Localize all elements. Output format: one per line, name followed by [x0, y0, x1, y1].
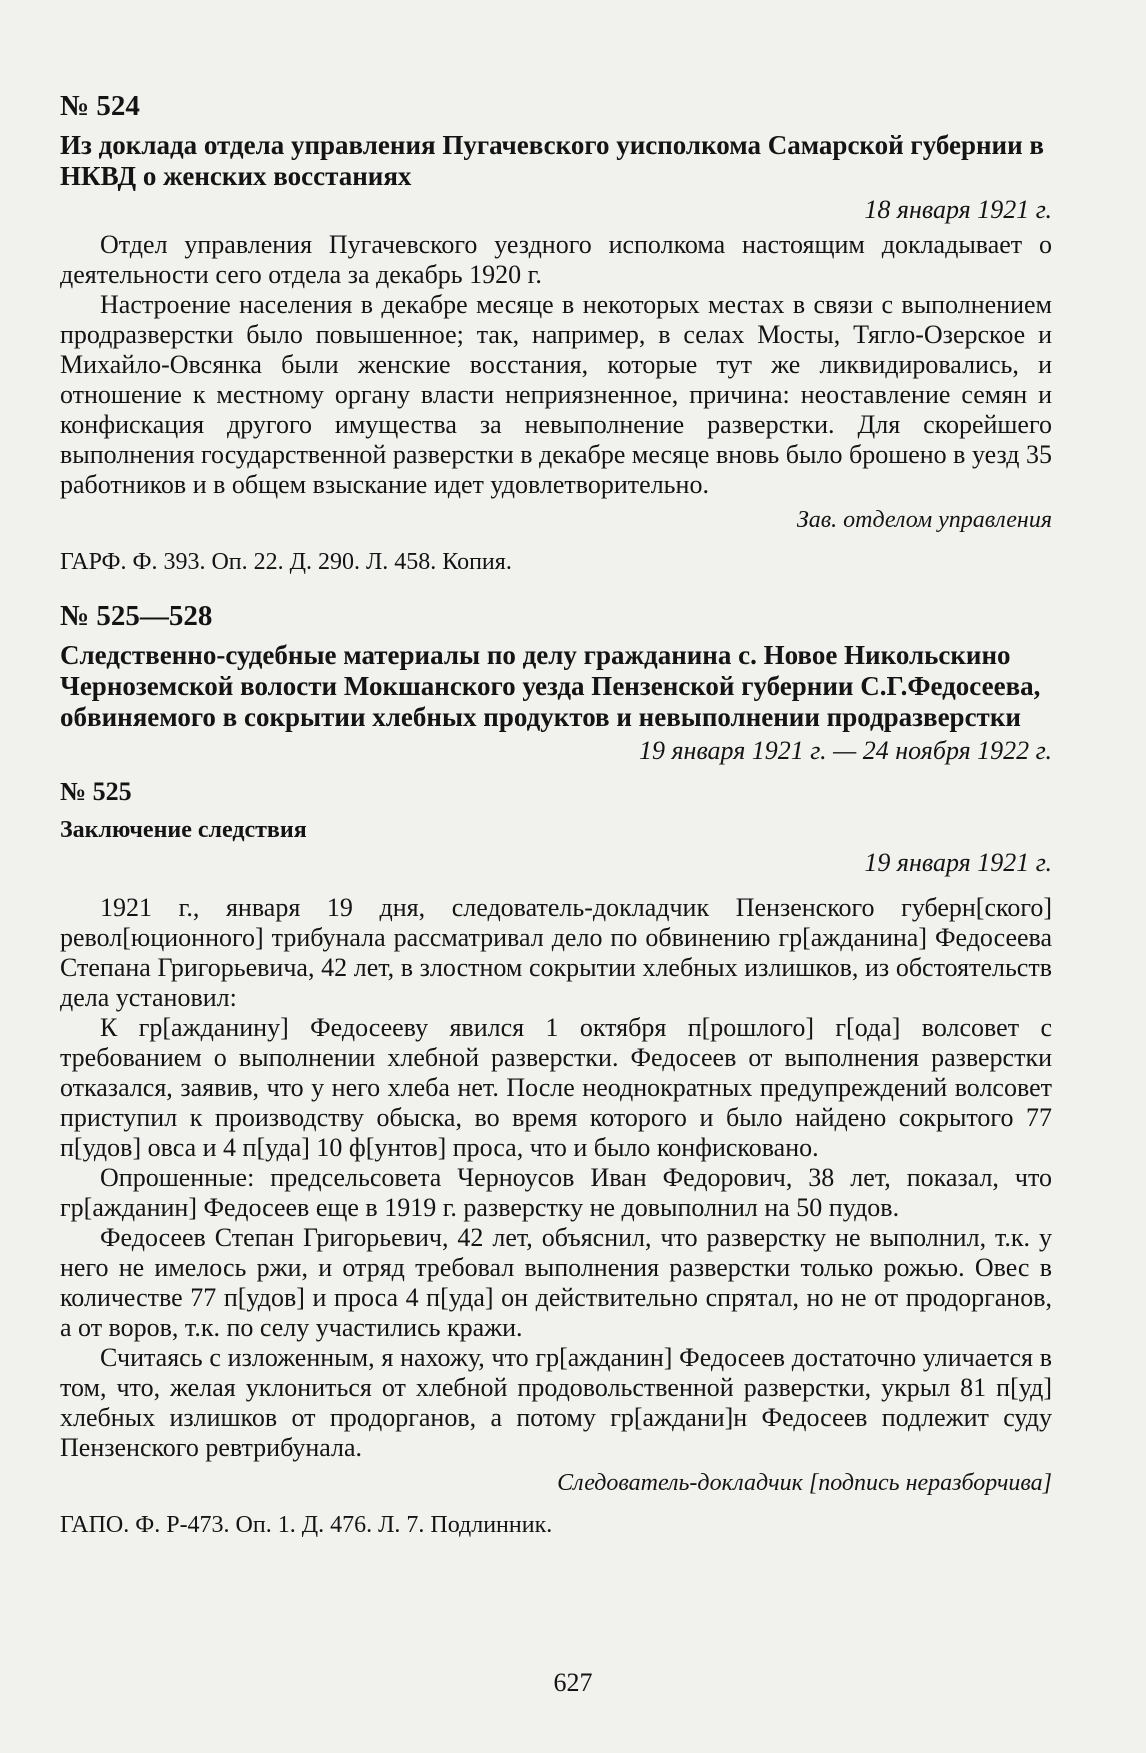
- signature-524: Зав. отделом управления: [796, 507, 1052, 533]
- paragraph: К гр[ажданину] Федосееву явился 1 октября п[рошлого] г[ода] волсовет с требованием о выполнении хлебной разверстки. Федосеев от выполнения разверстки отказался, заявив, что у него хлеба нет. После неоднократных предупреждений волсовет приступил к производству обыска, во время которого и было найдено сокрытого 77 п[удов] овса и 4 п[уда] 10 ф[унтов] проса, что и было конфисковано.: [60, 1013, 1052, 1162]
- document-title-525-528: Следственно-судебные материалы по делу гражданина с. Новое Никольскино Черноземской волости Мокшанского уезда Пензенской губернии С.Г.Федосеева, обвиняемого в сокрытии хлебных продуктов и невыполнении продразверстки: [60, 640, 1041, 732]
- signature-525: Следователь-докладчик [подпись неразборчива]: [557, 1470, 1052, 1496]
- paragraph: 1921 г., января 19 дня, следователь-докладчик Пензенского губерн[ского] револ[юционного] трибунала рассматривал дело по обвинению гр[ажданина] Федосеева Степана Григорьевича, 42 лет, в злостном сокрытии хлебных излишков, из обстоятельств дела установил:: [60, 893, 1052, 1012]
- document-525: [60, 775, 1052, 1541]
- document-date-525: 19 января 1921 г.: [864, 848, 1052, 877]
- document-title-525: Заключение следствия: [60, 817, 307, 843]
- archival-source-525: ГАПО. Ф. Р-473. Оп. 1. Д. 476. Л. 7. Подлинник.: [60, 1512, 553, 1538]
- paragraph: Федосеев Степан Григорьевич, 42 лет, объяснил, что разверстку не выполнил, т.к. у него не имелось ржи, и отряд требовал выполнения разверстки только рожью. Овес в количестве 77 п[удов] и проса 4 п[уда] он действительно спрятал, но не от продорганов, а от воров, т.к. по селу участились кражи.: [60, 1223, 1052, 1342]
- document-524: [60, 88, 1052, 578]
- document-date-525-528: 19 января 1921 г. — 24 ноября 1922 г.: [638, 736, 1052, 765]
- archival-source-524: ГАРФ. Ф. 393. Оп. 22. Д. 290. Л. 458. Копия.: [60, 549, 512, 575]
- paragraph: Отдел управления Пугачевского уездного исполкома настоящим докладывает о деятельности сего отдела за декабрь 1920 г.: [60, 230, 1052, 289]
- document-number-525-528: № 525—528: [60, 600, 213, 632]
- document-525-528: [60, 598, 1052, 767]
- paragraph: Настроение населения в декабре месяце в некоторых местах в связи с выполнением продразверстки было повышенное; так, например, в селах Мосты, Тягло-Озерское и Михайло-Овсянка были женские восстания, которые тут же ликвидировались, и отношение к местному органу власти неприязненное, причина: неоставление семян и конфискация другого имущества за невыполнение разверстки. Для скорейшего выполнения государственной разверстки в декабре месяце вновь было брошено в уезд 35 работников и в общем взыскание идет удовлетворительно.: [60, 290, 1052, 499]
- document-title-524: Из доклада отдела управления Пугачевского уисполкома Самарской губернии в НКВД о женских восстаниях: [60, 130, 1044, 191]
- document-number-524: № 524: [60, 90, 140, 122]
- paragraph: Считаясь с изложенным, я нахожу, что гр[ажданин] Федосеев достаточно уличается в том, что, желая уклониться от хлебной продовольственной разверстки, укрыл 81 п[уд] хлебных излишков от продорганов, а потому гр[аждани]н Федосеев подлежит суду Пензенского ревтрибунала.: [60, 1343, 1052, 1462]
- document-date-524: 18 января 1921 г.: [864, 195, 1052, 224]
- paragraph: Опрошенные: предсельсовета Черноусов Иван Федорович, 38 лет, показал, что гр[ажданин] Федосеев еще в 1919 г. разверстку не довыполнил на 50 пудов.: [60, 1163, 1052, 1222]
- page-number: 627: [553, 1668, 593, 1697]
- document-number-525: № 525: [60, 777, 132, 806]
